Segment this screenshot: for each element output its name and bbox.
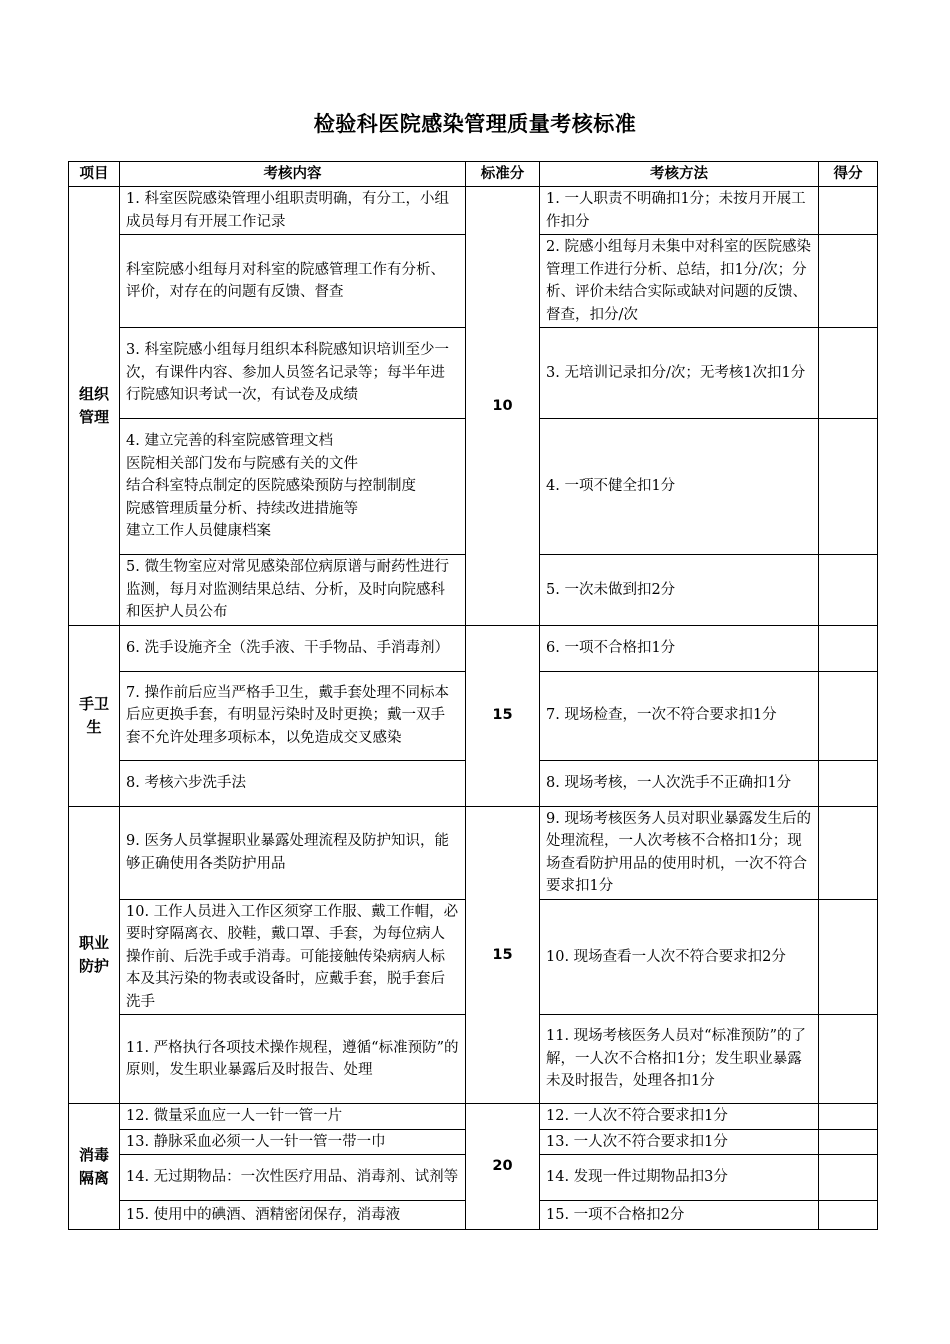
points-cell[interactable] xyxy=(819,555,878,626)
standard-score-cell: 15 xyxy=(466,806,540,1104)
category-cell: 组织 管理 xyxy=(69,187,120,626)
content-cell: 6. 洗手设施齐全（洗手液、干手物品、手消毒剂） xyxy=(120,625,466,671)
content-cell: 1. 科室医院感染管理小组职责明确，有分工，小组成员每月有开展工作记录 xyxy=(120,187,466,235)
method-cell: 12. 一人次不符合要求扣1分 xyxy=(540,1104,819,1130)
points-cell[interactable] xyxy=(819,806,878,899)
assessment-table xyxy=(68,161,878,1230)
category-cell: 消毒 隔离 xyxy=(69,1104,120,1230)
method-cell: 3. 无培训记录扣分/次；无考核1次扣1分 xyxy=(540,328,819,419)
method-cell: 2. 院感小组每月未集中对科室的医院感染管理工作进行分析、总结，扣1分/次；分析、评价未结合实际或缺对问题的反馈、督查，扣分/次 xyxy=(540,235,819,328)
method-cell: 5. 一次未做到扣2分 xyxy=(540,555,819,626)
content-cell: 8. 考核六步洗手法 xyxy=(120,760,466,806)
points-cell[interactable] xyxy=(819,328,878,419)
header-points: 得分 xyxy=(819,162,878,187)
table-row xyxy=(69,187,878,235)
points-cell[interactable] xyxy=(819,625,878,671)
content-cell: 13. 静脉采血必须一人一针一管一带一巾 xyxy=(120,1129,466,1155)
method-cell: 9. 现场考核医务人员对职业暴露发生后的处理流程，一人次考核不合格扣1分；现场查看防护用品的使用时机，一次不符合要求扣1分 xyxy=(540,806,819,899)
header-score: 标准分 xyxy=(466,162,540,187)
method-cell: 8. 现场考核，一人次洗手不正确扣1分 xyxy=(540,760,819,806)
method-cell: 10. 现场查看一人次不符合要求扣2分 xyxy=(540,899,819,1015)
content-cell: 5. 微生物室应对常见感染部位病原谱与耐药性进行监测，每月对监测结果总结、分析，及时向院感科和医护人员公布 xyxy=(120,555,466,626)
content-cell: 15. 使用中的碘酒、酒精密闭保存，消毒液 xyxy=(120,1201,466,1230)
category-cell: 手卫 生 xyxy=(69,625,120,806)
table-row xyxy=(69,1104,878,1130)
points-cell[interactable] xyxy=(819,1104,878,1130)
content-cell: 4. 建立完善的科室院感管理文档 医院相关部门发布与院感有关的文件 结合科室特点制定的医院感染预防与控制制度 院感管理质量分析、持续改进措施等 建立工作人员健康档案 xyxy=(120,419,466,555)
points-cell[interactable] xyxy=(819,235,878,328)
points-cell[interactable] xyxy=(819,187,878,235)
document-title: 检验科医院感染管理质量考核标准 xyxy=(313,112,637,136)
content-cell: 3. 科室院感小组每月组织本科院感知识培训至少一次，有课件内容、参加人员签名记录等；每半年进行院感知识考试一次，有试卷及成绩 xyxy=(120,328,466,419)
header-method: 考核方法 xyxy=(540,162,819,187)
method-cell: 1. 一人职责不明确扣1分；未按月开展工作扣分 xyxy=(540,187,819,235)
points-cell[interactable] xyxy=(819,1201,878,1230)
category-cell: 职业 防护 xyxy=(69,806,120,1104)
header-row xyxy=(69,162,878,187)
content-cell: 10. 工作人员进入工作区须穿工作服、戴工作帽，必要时穿隔离衣、胶鞋，戴口罩、手套，为每位病人操作前、后洗手或手消毒。可能接触传染病病人标本及其污染的物表或设备时，应戴手套，脱手套后洗手 xyxy=(120,899,466,1015)
header-content: 考核内容 xyxy=(120,162,466,187)
method-cell: 14. 发现一件过期物品扣3分 xyxy=(540,1155,819,1201)
method-cell: 15. 一项不合格扣2分 xyxy=(540,1201,819,1230)
method-cell: 13. 一人次不符合要求扣1分 xyxy=(540,1129,819,1155)
method-cell: 4. 一项不健全扣1分 xyxy=(540,419,819,555)
method-cell: 7. 现场检查，一次不符合要求扣1分 xyxy=(540,671,819,760)
content-cell: 7. 操作前后应当严格手卫生，戴手套处理不同标本后应更换手套，有明显污染时及时更换；戴一双手套不允许处理多项标本，以免造成交叉感染 xyxy=(120,671,466,760)
content-cell: 9. 医务人员掌握职业暴露处理流程及防护知识，能够正确使用各类防护用品 xyxy=(120,806,466,899)
standard-score-cell: 20 xyxy=(466,1104,540,1230)
method-cell: 11. 现场考核医务人员对“标准预防”的了解，一人次不合格扣1分；发生职业暴露未及时报告，处理各扣1分 xyxy=(540,1015,819,1104)
content-cell: 11. 严格执行各项技术操作规程，遵循“标准预防”的原则，发生职业暴露后及时报告、处理 xyxy=(120,1015,466,1104)
table-row xyxy=(69,625,878,671)
content-cell: 科室院感小组每月对科室的院感管理工作有分析、评价，对存在的问题有反馈、督查 xyxy=(120,235,466,328)
points-cell[interactable] xyxy=(819,419,878,555)
points-cell[interactable] xyxy=(819,1155,878,1201)
content-cell: 14. 无过期物品：一次性医疗用品、消毒剂、试剂等 xyxy=(120,1155,466,1201)
points-cell[interactable] xyxy=(819,899,878,1015)
standard-score-cell: 15 xyxy=(466,625,540,806)
points-cell[interactable] xyxy=(819,671,878,760)
standard-score-cell: 10 xyxy=(466,187,540,626)
points-cell[interactable] xyxy=(819,1015,878,1104)
points-cell[interactable] xyxy=(819,760,878,806)
table-row xyxy=(69,806,878,899)
method-cell: 6. 一项不合格扣1分 xyxy=(540,625,819,671)
content-cell: 12. 微量采血应一人一针一管一片 xyxy=(120,1104,466,1130)
header-item: 项目 xyxy=(69,162,120,187)
points-cell[interactable] xyxy=(819,1129,878,1155)
